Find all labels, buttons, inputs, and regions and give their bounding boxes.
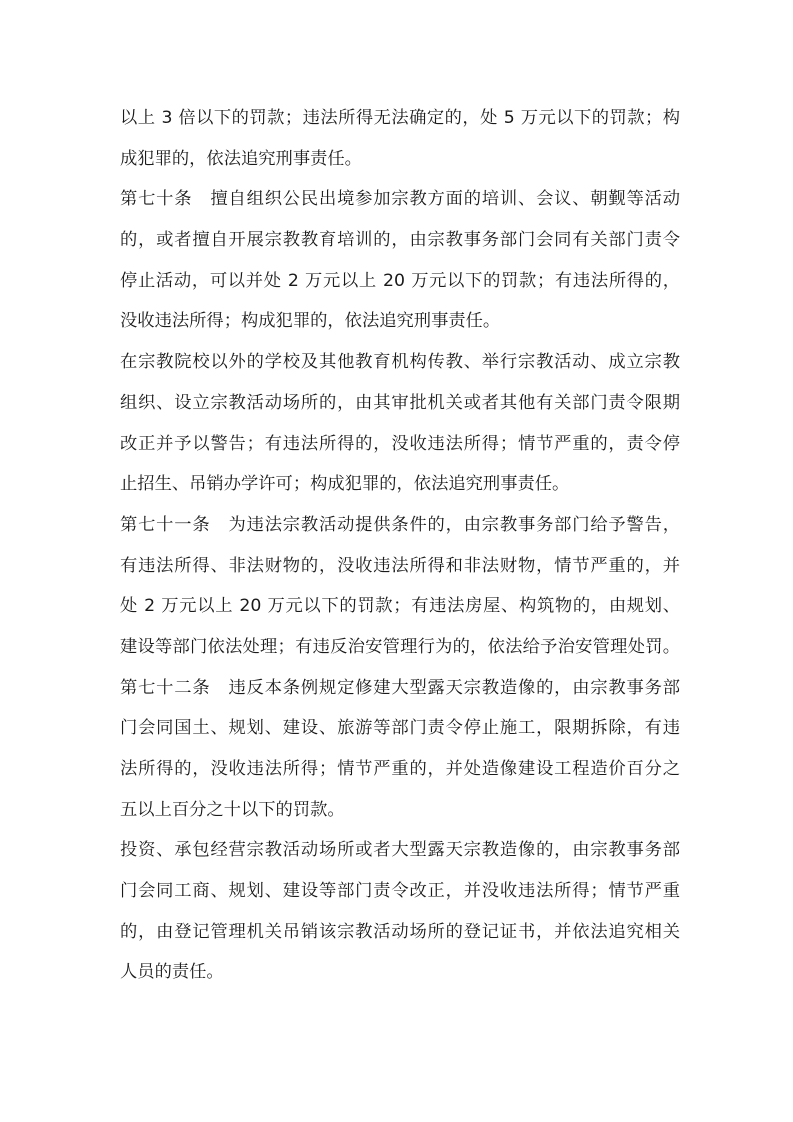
text-line: 投资、承包经营宗教活动场所或者大型露天宗教造像的，由宗教事务部 — [120, 840, 680, 861]
text-line: 第七十条 擅自组织公民出境参加宗教方面的培训、会议、朝觐等活动 — [120, 189, 680, 210]
text-line: 处 2 万元以上 20 万元以下的罚款；有违法房屋、构筑物的，由规划、 — [120, 596, 680, 617]
text-line: 门会同国土、规划、建设、旅游等部门责令停止施工，限期拆除，有违 — [120, 718, 680, 739]
text-line: 停止活动，可以并处 2 万元以上 20 万元以下的罚款；有违法所得的， — [120, 270, 680, 291]
text-line: 以上 3 倍以下的罚款；违法所得无法确定的，处 5 万元以下的罚款；构 — [120, 108, 680, 128]
text-line: 第七十一条 为违法宗教活动提供条件的，由宗教事务部门给予警告， — [120, 514, 680, 535]
text-line: 止招生、吊销办学许可；构成犯罪的，依法追究刑事责任。 — [120, 474, 570, 495]
text-line: 有违法所得、非法财物的，没收违法所得和非法财物，情节严重的，并 — [120, 555, 680, 576]
text-line: 改正并予以警告；有违法所得的，没收违法所得；情节严重的，责令停 — [120, 433, 680, 454]
text-line: 第七十二条 违反本条例规定修建大型露天宗教造像的，由宗教事务部 — [120, 677, 680, 698]
text-line: 组织、设立宗教活动场所的，由其审批机关或者其他有关部门责令限期 — [120, 392, 680, 413]
text-line: 的，由登记管理机关吊销该宗教活动场所的登记证书，并依法追究相关 — [120, 921, 680, 942]
text-line: 法所得的，没收违法所得；情节严重的，并处造像建设工程造价百分之 — [120, 759, 680, 779]
text-line: 在宗教院校以外的学校及其他教育机构传教、举行宗教活动、成立宗教 — [120, 352, 680, 373]
text-line: 没收违法所得；构成犯罪的，依法追究刑事责任。 — [120, 311, 501, 332]
text-line: 门会同工商、规划、建设等部门责令改正，并没收违法所得；情节严重 — [120, 881, 680, 902]
text-line: 的，或者擅自开展宗教教育培训的，由宗教事务部门会同有关部门责令 — [120, 230, 680, 251]
text-line: 人员的责任。 — [120, 962, 224, 983]
text-line: 成犯罪的，依法追究刑事责任。 — [120, 148, 362, 169]
text-line: 建设等部门依法处理；有违反治安管理行为的，依法给予治安管理处罚。 — [120, 636, 680, 657]
document-page — [120, 98, 680, 993]
text-line: 五以上百分之十以下的罚款。 — [120, 799, 345, 820]
